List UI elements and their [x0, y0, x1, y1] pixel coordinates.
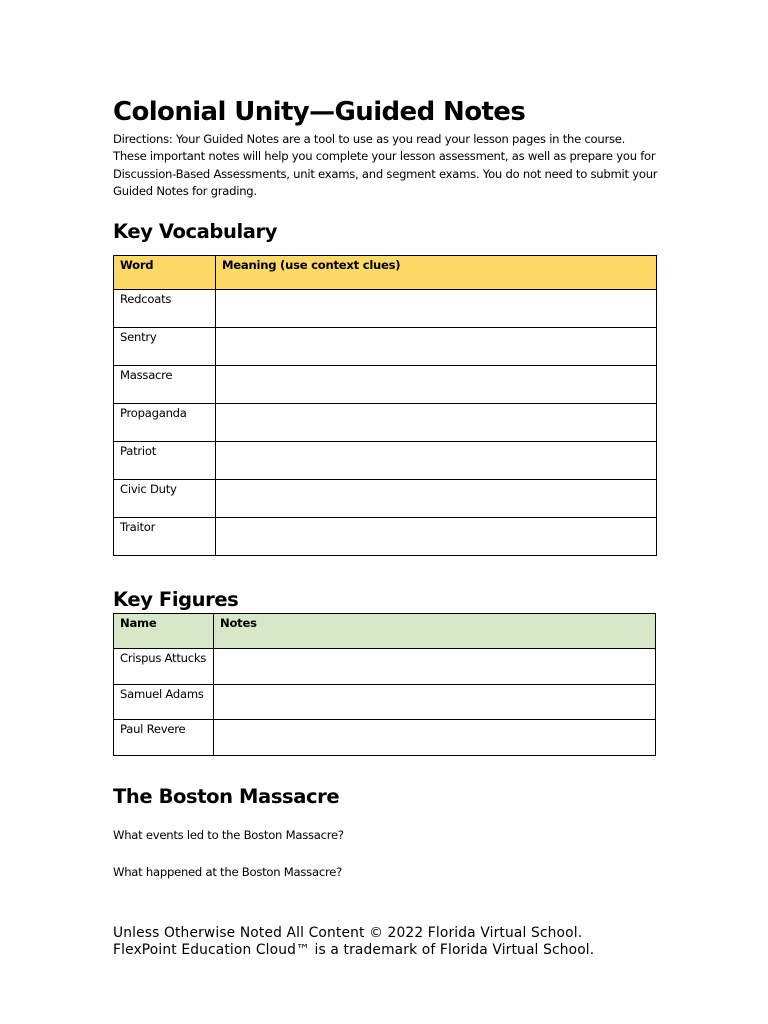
table-row: [114, 442, 657, 480]
column-header-meaning: Meaning (use context clues): [216, 256, 657, 290]
vocab-word-cell: Propaganda: [114, 404, 216, 442]
question-1: What events led to the Boston Massacre?: [113, 827, 344, 842]
vocab-word-cell: Civic Duty: [114, 480, 216, 518]
column-header-word: Word: [114, 256, 216, 290]
copyright-line: Unless Otherwise Noted All Content © 2022 Florida Virtual School.: [113, 925, 583, 941]
trademark-line: FlexPoint Education Cloud™ is a trademark of Florida Virtual School.: [113, 942, 595, 958]
table-row: [114, 404, 657, 442]
vocab-word-cell: Sentry: [114, 328, 216, 366]
table-row: [114, 366, 657, 404]
vocab-word-cell: Massacre: [114, 366, 216, 404]
vocab-meaning-cell[interactable]: [216, 366, 657, 404]
vocab-meaning-cell[interactable]: [216, 442, 657, 480]
copyright-footer: [113, 925, 673, 959]
page-title: Colonial Unity—Guided Notes: [113, 97, 526, 127]
figure-notes-cell[interactable]: [214, 649, 656, 685]
boston-massacre-heading: The Boston Massacre: [113, 784, 340, 808]
table-row: [114, 290, 657, 328]
table-row: [114, 684, 656, 720]
vocab-meaning-cell[interactable]: [216, 290, 657, 328]
vocab-meaning-cell[interactable]: [216, 328, 657, 366]
figure-name-cell: Crispus Attucks: [114, 649, 214, 685]
table-header-row: [114, 614, 656, 649]
table-row: [114, 720, 656, 756]
vocab-word-cell: Traitor: [114, 518, 216, 556]
table-header-row: [114, 256, 657, 290]
table-row: [114, 328, 657, 366]
vocab-meaning-cell[interactable]: [216, 518, 657, 556]
key-figures-table: [113, 613, 656, 756]
vocab-word-cell: Patriot: [114, 442, 216, 480]
figure-name-cell: Samuel Adams: [114, 684, 214, 720]
vocab-meaning-cell[interactable]: [216, 480, 657, 518]
document-page: [113, 95, 658, 880]
table-row: [114, 518, 657, 556]
key-figures-heading: Key Figures: [113, 588, 239, 612]
figure-name-cell: Paul Revere: [114, 720, 214, 756]
directions-text: Directions: Your Guided Notes are a tool to use as you read your lesson pages in the course. These important notes will help you complete your lesson assessment, as well as prepare you for Discussion-Based Assessments, unit exams, and segment exams. You do not need to submit your Guided Notes for grading.: [113, 132, 658, 198]
vocab-word-cell: Redcoats: [114, 290, 216, 328]
vocab-meaning-cell[interactable]: [216, 404, 657, 442]
column-header-notes: Notes: [214, 614, 656, 649]
figure-notes-cell[interactable]: [214, 684, 656, 720]
column-header-name: Name: [114, 614, 214, 649]
key-vocabulary-heading: Key Vocabulary: [113, 220, 278, 244]
table-row: [114, 649, 656, 685]
figure-notes-cell[interactable]: [214, 720, 656, 756]
table-row: [114, 480, 657, 518]
question-2: What happened at the Boston Massacre?: [113, 864, 342, 879]
key-vocabulary-table: [113, 255, 657, 556]
